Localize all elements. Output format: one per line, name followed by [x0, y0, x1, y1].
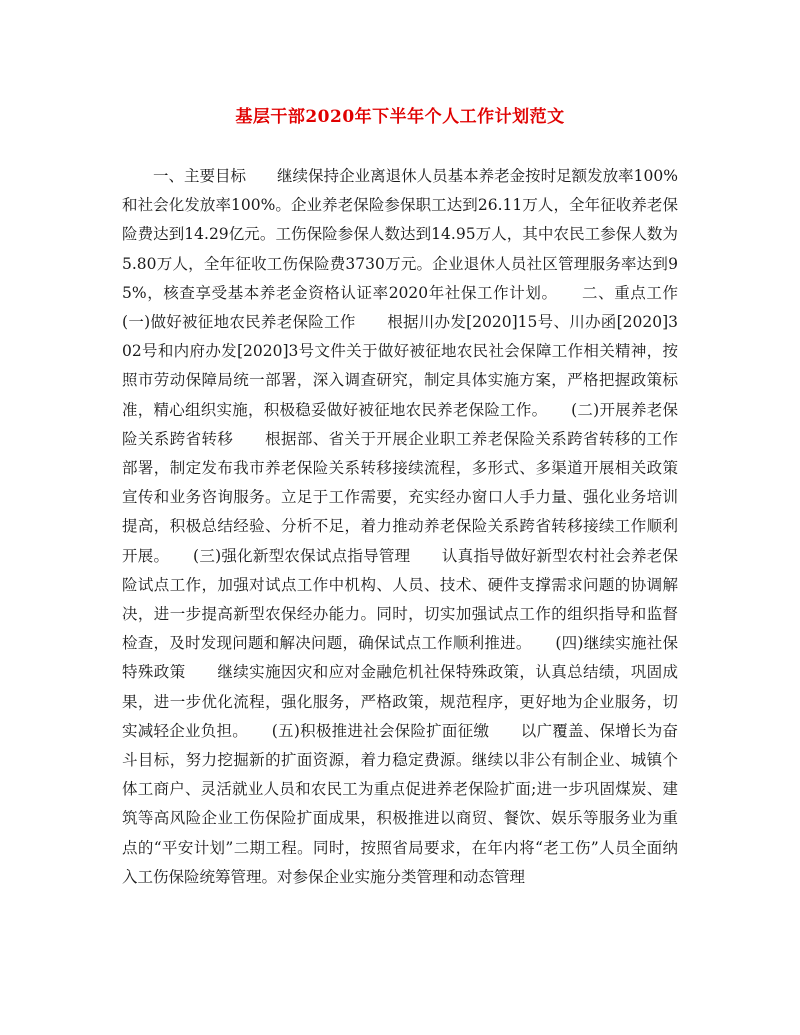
document-body-paragraph: 一、主要目标 继续保持企业离退休人员基本养老金按时足额发放率100%和社会化发放率100%。企业养老保险参保职工达到26.11万人，全年征收养老保险费达到14.29亿元。工伤保险参保人数达到14.95万人，其中农民工参保人数为5.80万人，全年征收工伤保险费3730万元。企业退休人员社区管理服务率达到95%，核查享受基本养老金资格认证率2020年社保工作计划。 二、重点工作 (一)做好被征地农民养老保险工作 根据川办发[2020]15号、川办函[2020]302号和内府办发[2020]3号文件关于做好被征地农民社会保障工作相关精神，按照市劳动保障局统一部署，深入调查研究，制定具体实施方案，严格把握政策标准，精心组织实施，积极稳妥做好被征地农民养老保险工作。 (二)开展养老保险关系跨省转移 根据部、省关于开展企业职工养老保险关系跨省转移的工作部署，制定发布我市养老保险关系转移接续流程，多形式、多渠道开展相关政策宣传和业务咨询服务。立足于工作需要，充实经办窗口人手力量、强化业务培训提高，积极总结经验、分析不足，着力推动养老保险关系跨省转移接续工作顺利开展。 (三)强化新型农保试点指导管理 认真指导做好新型农村社会养老保险试点工作，加强对试点工作中机构、人员、技术、硬件支撑需求问题的协调解决，进一步提高新型农保经办能力。同时，切实加强试点工作的组织指导和监督检查，及时发现问题和解决问题，确保试点工作顺利推进。 (四)继续实施社保特殊政策 继续实施因灾和应对金融危机社保特殊政策，认真总结绩，巩固成果，进一步优化流程，强化服务，严格政策，规范程序，更好地为企业服务，切实减轻企业负担。 (五)积极推进社会保险扩面征缴 以广覆盖、保增长为奋斗目标，努力挖掘新的扩面资源，着力稳定费源。继续以非公有制企业、城镇个体工商户、灵活就业人员和农民工为重点促进养老保险扩面;进一步巩固煤炭、建筑等高风险企业工伤保险扩面成果，积极推进以商贸、餐饮、娱乐等服务业为重点的“平安计划”二期工程。同时，按照省局要求，在年内将“老工伤”人员全面纳入工伤保险统筹管理。对参保企业实施分类管理和动态管理	[122, 167, 710, 886]
document-title: 基层干部2020年下半年个人工作计划范文	[235, 107, 565, 127]
